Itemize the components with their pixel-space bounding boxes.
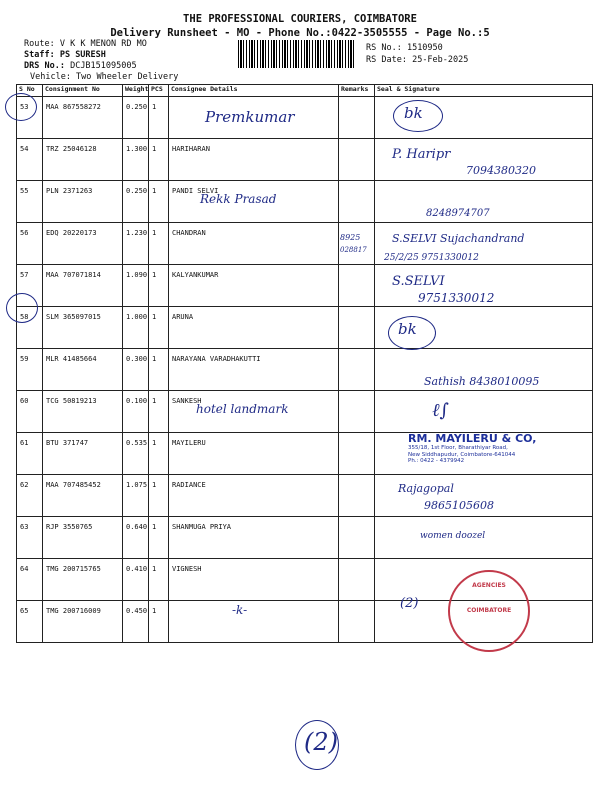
table-row: 60 TCG 50819213 0.100 1 SANKESH	[17, 391, 593, 433]
signature-r60: Sathish 8438010095	[424, 375, 540, 388]
table-row: 58 SLM 365097015 1.000 1 ARUNA	[17, 307, 593, 349]
table-row: 63 RJP 3550765 0.640 1 SHANMUGA PRIYA	[17, 517, 593, 559]
col-weight: Weight	[123, 85, 149, 97]
table-row: 54 TRZ 25046128 1.300 1 HARIHARAN	[17, 139, 593, 181]
company-stamp: RM. MAYILERU & CO, 355/18, 1st Floor, Bharathiyar Road, New Siddhapudur, Coimbatore-641044 Ph.: 0422 - 4379942	[408, 432, 537, 464]
remark-r56-1: 8925	[340, 233, 361, 242]
table-row: 62 MAA 707485452 1.075 1 RADIANCE	[17, 475, 593, 517]
signature-r55: 8248974707	[426, 208, 490, 219]
table-row: 65 TMG 200716009 0.450 1	[17, 601, 593, 643]
col-signature: Seal & Signature	[375, 85, 593, 97]
vehicle-line: Vehicle: Two Wheeler Delivery	[30, 72, 179, 82]
handwriting-r54-phone: 7094380320	[466, 164, 536, 177]
table-header-row	[17, 85, 593, 97]
table-row: 56 EDQ 20220173 1.230 1 CHANDRAN	[17, 223, 593, 265]
table-row: 59 MLR 41485664 0.300 1 NARAYANA VARADHAKUTTI	[17, 349, 593, 391]
col-consignment: Consignment No	[43, 85, 123, 97]
handwriting-r64-mark: (2)	[400, 596, 419, 611]
circle-mark-53	[5, 93, 37, 121]
rs-no: RS No.: 1510950	[366, 43, 443, 53]
signature-r56: S.SELVI Sujachandrand	[392, 232, 525, 245]
col-remarks: Remarks	[339, 85, 375, 97]
col-sno: S No	[17, 85, 43, 97]
signature-r57: S.SELVI	[392, 274, 445, 289]
handwriting-r53-name: Premkumar	[205, 108, 295, 126]
circle-mark-58	[6, 293, 38, 323]
rs-date: RS Date: 25-Feb-2025	[366, 55, 469, 65]
handwriting-r60-note: hotel landmark	[196, 402, 289, 416]
handwriting-r55-note: Rekk Prasad	[200, 192, 277, 206]
table-row: 61 BTU 371747 0.535 1 MAYILERU	[17, 433, 593, 475]
staff-line: Staff: PS SURESH	[24, 50, 106, 60]
handwriting-r62-phone: 9865105608	[424, 499, 494, 512]
document-subtitle: Delivery Runsheet - MO - Phone No.:0422-3505555 - Page No.:5	[110, 27, 490, 39]
drs-value: DCJB151095005	[70, 61, 137, 71]
round-seal: AGENCIES COIMBATORE	[448, 570, 530, 652]
signature-r62: Rajagopal	[398, 482, 454, 495]
table-row: 57 MAA 707071814 1.090 1 KALYANKUMAR	[17, 265, 593, 307]
signature-r54: P. Haripr	[392, 147, 451, 162]
staff-value: SURESH	[75, 50, 106, 60]
remark-r56-2: 028817	[340, 246, 367, 254]
route-value: V K K MENON RD MO	[59, 39, 147, 49]
barcode	[238, 40, 356, 68]
col-pcs: PCS	[149, 85, 169, 97]
handwriting-r56-date: 25/2/25 9751330012	[384, 253, 479, 263]
table-row: 55 PLN 2371263 0.250 1 PANDI SELVI	[17, 181, 593, 223]
signature-r63: women doozel	[420, 531, 486, 541]
handwriting-r65-mark: -k-	[232, 603, 248, 617]
document-title: THE PROFESSIONAL COURIERS, COIMBATORE	[183, 13, 417, 25]
signature-r61: ℓ∫	[432, 400, 449, 421]
route-line: Route: V K K MENON RD MO	[24, 39, 147, 49]
table-row: 53 MAA 867558272 0.250 1	[17, 97, 593, 139]
drs-line: DRS No.: DCJB151095005	[24, 61, 137, 71]
handwriting-r57-phone: 9751330012	[418, 291, 495, 305]
table-row: 64 TMG 200715765 0.410 1 VIGNESH	[17, 559, 593, 601]
col-consignee: Consignee Details	[169, 85, 339, 97]
